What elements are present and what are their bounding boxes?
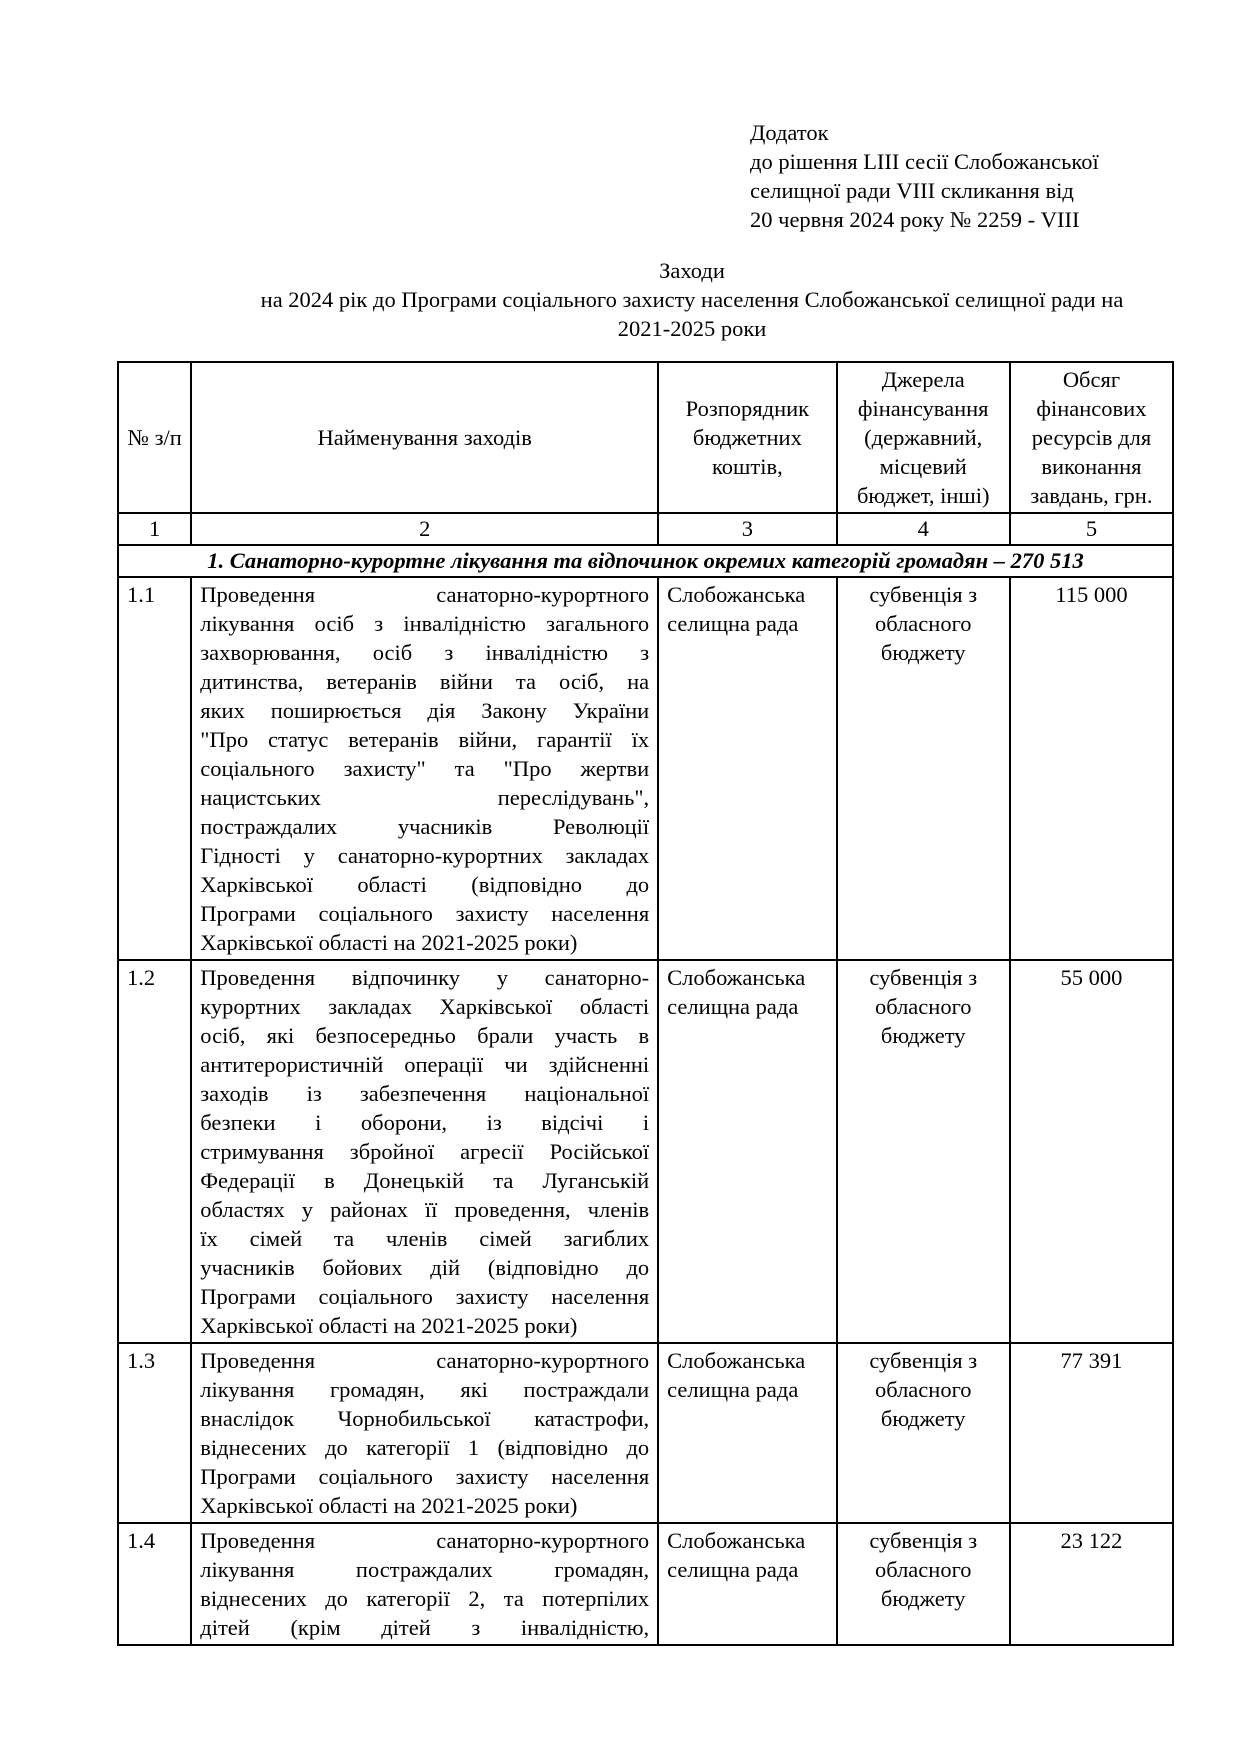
header-funding-source: Джерела фінансування (державний, місцевий бюджет, інші) — [837, 362, 1010, 513]
funding-source: субвенція з обласного бюджету — [837, 1523, 1010, 1645]
document-title — [200, 256, 1184, 343]
funding-source: субвенція з обласного бюджету — [837, 577, 1010, 960]
header-row — [118, 362, 1173, 513]
executor: Слобожанська селищна рада — [658, 1343, 836, 1523]
funding-source: субвенція з обласного бюджету — [837, 1343, 1010, 1523]
addendum-block — [750, 118, 1099, 234]
description-line: віднесених до категорії 2, та потерпілих — [200, 1586, 650, 1611]
column-number: 5 — [1010, 513, 1173, 545]
measure-description — [191, 577, 658, 960]
description-line: Програми соціального захисту населення — [200, 901, 650, 926]
measure-description — [191, 1343, 658, 1523]
title-heading: Заходи — [659, 258, 725, 283]
description-line: учасників бойових дій (відповідно до — [200, 1255, 650, 1280]
column-number: 1 — [118, 513, 191, 545]
description-line: Харківської області (відповідно до — [200, 872, 650, 897]
title-period: 2021-2025 роки — [617, 316, 767, 341]
header-executor: Розпорядник бюджетних коштів, — [658, 362, 836, 513]
description-line: Програми соціального захисту населення — [200, 1464, 650, 1489]
header-amount: Обсяг фінансових ресурсів для виконання завдань, грн. — [1010, 362, 1173, 513]
description-line: осіб, які безпосередньо брали участь в — [200, 1023, 650, 1048]
description-line: Федерації в Донецькій та Луганській — [200, 1168, 650, 1193]
description-line: областях у районах її проведення, членів — [200, 1197, 650, 1222]
description-line: Проведення санаторно-курортного — [200, 1348, 650, 1373]
description-line: дитинства, ветеранів війни та осіб, на — [200, 669, 650, 694]
description-line: віднесених до категорії 1 (відповідно до — [200, 1435, 650, 1460]
measure-description — [191, 960, 658, 1343]
description-line: яких поширюється дія Закону України — [200, 698, 650, 723]
addendum-line: Додаток — [750, 120, 829, 145]
section-row — [118, 545, 1173, 577]
description-line: Проведення відпочинку у санаторно- — [200, 965, 650, 990]
amount: 23 122 — [1010, 1523, 1173, 1645]
description-line: стримування збройної агресії Російської — [200, 1139, 650, 1164]
executor: Слобожанська селищна рада — [658, 960, 836, 1343]
funding-source: субвенція з обласного бюджету — [837, 960, 1010, 1343]
executor: Слобожанська селищна рада — [658, 1523, 836, 1645]
description-line: внаслідок Чорнобильської катастрофи, — [200, 1406, 650, 1431]
row-number: 1.1 — [118, 577, 191, 960]
description-line: Харківської області на 2021-2025 роки) — [200, 930, 578, 955]
description-line: "Про статус ветеранів війни, гарантії їх — [200, 727, 650, 752]
description-line: Гідності у санаторно-курортних закладах — [200, 843, 650, 868]
column-number-row — [118, 513, 1173, 545]
description-line: лікування осіб з інвалідністю загального — [200, 611, 650, 636]
table-row — [118, 1523, 1173, 1645]
description-line: Програми соціального захисту населення — [200, 1284, 650, 1309]
description-line: заходів із забезпечення національної — [200, 1081, 650, 1106]
table-row — [118, 577, 1173, 960]
executor: Слобожанська селищна рада — [658, 577, 836, 960]
table-row — [118, 1343, 1173, 1523]
amount: 115 000 — [1010, 577, 1173, 960]
description-line: Харківської області на 2021-2025 роки) — [200, 1493, 578, 1518]
header-measure-name: Найменування заходів — [191, 362, 658, 513]
description-line: курортних закладах Харківської області — [200, 994, 650, 1019]
column-number: 3 — [658, 513, 836, 545]
description-line: Проведення санаторно-курортного — [200, 582, 650, 607]
description-line: лікування постраждалих громадян, — [200, 1557, 650, 1582]
description-line: Проведення санаторно-курортного — [200, 1528, 650, 1553]
measure-description — [191, 1523, 658, 1645]
description-line: безпеки і оборони, із відсічі і — [200, 1110, 650, 1135]
column-number: 2 — [191, 513, 658, 545]
measures-table — [117, 361, 1174, 1646]
addendum-line: 20 червня 2024 року № 2259 - VIII — [750, 207, 1080, 232]
header-number: № з/п — [118, 362, 191, 513]
column-number: 4 — [837, 513, 1010, 545]
description-line: Харківської області на 2021-2025 роки) — [200, 1313, 578, 1338]
row-number: 1.2 — [118, 960, 191, 1343]
description-line: постраждалих учасників Революції — [200, 814, 650, 839]
description-line: дітей (крім дітей з інвалідністю, — [200, 1615, 650, 1640]
amount: 55 000 — [1010, 960, 1173, 1343]
row-number: 1.4 — [118, 1523, 191, 1645]
addendum-line: селищної ради VIII скликання від — [750, 178, 1074, 203]
addendum-line: до рішення LIII сесії Слобожанської — [750, 149, 1099, 174]
title-subheading: на 2024 рік до Програми соціального захисту населення Слобожанської селищної ради на — [260, 287, 1124, 312]
description-line: нацистських переслідувань", — [200, 785, 650, 810]
amount: 77 391 — [1010, 1343, 1173, 1523]
description-line: антитерористичній операції чи здійсненні — [200, 1052, 650, 1077]
description-line: їх сімей та членів сімей загиблих — [200, 1226, 650, 1251]
description-line: соціального захисту" та "Про жертви — [200, 756, 650, 781]
row-number: 1.3 — [118, 1343, 191, 1523]
description-line: захворювання, осіб з інвалідністю з — [200, 640, 650, 665]
description-line: лікування громадян, які постраждали — [200, 1377, 650, 1402]
section-title: 1. Санаторно-курортне лікування та відпочинок окремих категорій громадян – 270 513 — [118, 545, 1173, 577]
table-row — [118, 960, 1173, 1343]
